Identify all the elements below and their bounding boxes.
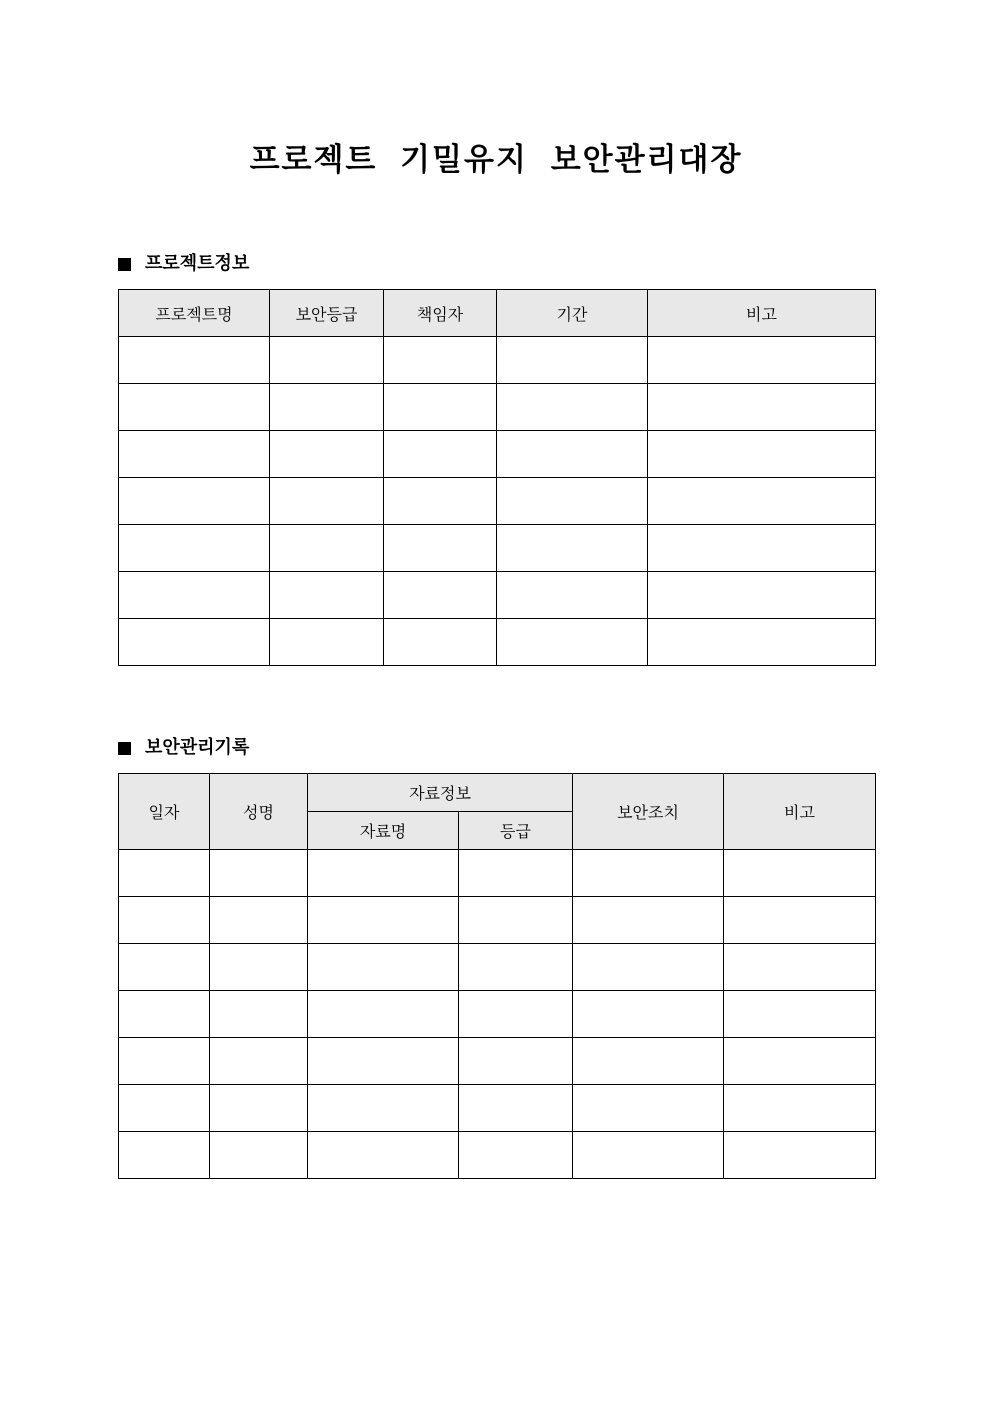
table-cell[interactable] bbox=[119, 431, 270, 478]
header-material-info: 자료정보 bbox=[308, 774, 573, 812]
table-cell[interactable] bbox=[308, 944, 459, 991]
table-cell[interactable] bbox=[497, 525, 648, 572]
header-remarks: 비고 bbox=[724, 774, 876, 850]
project-section-heading bbox=[118, 252, 249, 276]
header-period: 기간 bbox=[497, 290, 648, 337]
table-cell[interactable] bbox=[459, 1132, 573, 1179]
table-cell[interactable] bbox=[384, 337, 497, 384]
table-row bbox=[119, 897, 876, 944]
header-grade: 등급 bbox=[459, 812, 573, 850]
table-cell[interactable] bbox=[119, 337, 270, 384]
table-cell[interactable] bbox=[119, 1038, 210, 1085]
table-cell[interactable] bbox=[210, 897, 308, 944]
table-cell[interactable] bbox=[573, 1132, 724, 1179]
table-row bbox=[119, 337, 876, 384]
table-cell[interactable] bbox=[210, 991, 308, 1038]
table-cell[interactable] bbox=[119, 478, 270, 525]
table-cell[interactable] bbox=[648, 337, 876, 384]
table-cell[interactable] bbox=[119, 572, 270, 619]
table-cell[interactable] bbox=[573, 1085, 724, 1132]
table-cell[interactable] bbox=[459, 991, 573, 1038]
table-cell[interactable] bbox=[459, 944, 573, 991]
header-project-name: 프로젝트명 bbox=[119, 290, 270, 337]
table-cell[interactable] bbox=[459, 897, 573, 944]
table-cell[interactable] bbox=[270, 572, 384, 619]
table-cell[interactable] bbox=[497, 572, 648, 619]
table-cell[interactable] bbox=[724, 944, 876, 991]
table-cell[interactable] bbox=[384, 384, 497, 431]
table-cell[interactable] bbox=[308, 1038, 459, 1085]
project-info-table bbox=[118, 289, 876, 666]
bullet-square-icon bbox=[118, 258, 131, 271]
table-cell[interactable] bbox=[497, 337, 648, 384]
table-cell[interactable] bbox=[648, 478, 876, 525]
table-row bbox=[119, 431, 876, 478]
table-cell[interactable] bbox=[648, 384, 876, 431]
security-section-heading bbox=[118, 736, 249, 760]
table-cell[interactable] bbox=[384, 572, 497, 619]
table-cell[interactable] bbox=[270, 478, 384, 525]
table-cell[interactable] bbox=[210, 944, 308, 991]
table-cell[interactable] bbox=[459, 1038, 573, 1085]
table-cell[interactable] bbox=[308, 991, 459, 1038]
security-record-table bbox=[118, 773, 876, 1179]
table-cell[interactable] bbox=[119, 991, 210, 1038]
table-cell[interactable] bbox=[724, 991, 876, 1038]
table-cell[interactable] bbox=[270, 619, 384, 666]
table-cell[interactable] bbox=[119, 897, 210, 944]
header-security-action: 보안조치 bbox=[573, 774, 724, 850]
table-cell[interactable] bbox=[573, 897, 724, 944]
table-cell[interactable] bbox=[724, 1085, 876, 1132]
table-row bbox=[119, 944, 876, 991]
table-header-row bbox=[119, 774, 876, 812]
table-cell[interactable] bbox=[210, 1038, 308, 1085]
table-cell[interactable] bbox=[648, 572, 876, 619]
table-cell[interactable] bbox=[724, 1038, 876, 1085]
table-cell[interactable] bbox=[308, 897, 459, 944]
table-cell[interactable] bbox=[308, 850, 459, 897]
header-material-name: 자료명 bbox=[308, 812, 459, 850]
table-cell[interactable] bbox=[648, 431, 876, 478]
table-header-row bbox=[119, 290, 876, 337]
table-cell[interactable] bbox=[270, 384, 384, 431]
table-cell[interactable] bbox=[210, 1132, 308, 1179]
table-cell[interactable] bbox=[308, 1085, 459, 1132]
table-cell[interactable] bbox=[119, 944, 210, 991]
table-row bbox=[119, 991, 876, 1038]
table-row bbox=[119, 384, 876, 431]
table-cell[interactable] bbox=[384, 478, 497, 525]
table-cell[interactable] bbox=[384, 619, 497, 666]
table-row bbox=[119, 572, 876, 619]
header-manager: 책임자 bbox=[384, 290, 497, 337]
table-cell[interactable] bbox=[648, 525, 876, 572]
security-section-label: 보안관리기록 bbox=[145, 737, 250, 758]
header-date: 일자 bbox=[119, 774, 210, 850]
table-cell[interactable] bbox=[384, 525, 497, 572]
table-cell[interactable] bbox=[573, 991, 724, 1038]
table-row bbox=[119, 478, 876, 525]
table-cell[interactable] bbox=[210, 1085, 308, 1132]
table-row bbox=[119, 1038, 876, 1085]
table-cell[interactable] bbox=[497, 478, 648, 525]
table-cell[interactable] bbox=[270, 525, 384, 572]
table-row bbox=[119, 525, 876, 572]
table-cell[interactable] bbox=[270, 337, 384, 384]
table-row bbox=[119, 619, 876, 666]
table-cell[interactable] bbox=[119, 1132, 210, 1179]
table-cell[interactable] bbox=[119, 384, 270, 431]
table-cell[interactable] bbox=[459, 850, 573, 897]
header-security-grade: 보안등급 bbox=[270, 290, 384, 337]
table-cell[interactable] bbox=[573, 944, 724, 991]
table-cell[interactable] bbox=[308, 1132, 459, 1179]
table-cell[interactable] bbox=[573, 1038, 724, 1085]
table-cell[interactable] bbox=[724, 897, 876, 944]
table-cell[interactable] bbox=[497, 619, 648, 666]
bullet-square-icon bbox=[118, 742, 131, 755]
table-row bbox=[119, 850, 876, 897]
table-cell[interactable] bbox=[497, 431, 648, 478]
table-cell[interactable] bbox=[724, 1132, 876, 1179]
table-cell[interactable] bbox=[119, 850, 210, 897]
table-row bbox=[119, 1085, 876, 1132]
table-cell[interactable] bbox=[119, 619, 270, 666]
table-cell[interactable] bbox=[270, 431, 384, 478]
table-row bbox=[119, 1132, 876, 1179]
table-cell[interactable] bbox=[724, 850, 876, 897]
table-cell[interactable] bbox=[459, 1085, 573, 1132]
table-cell[interactable] bbox=[573, 850, 724, 897]
table-cell[interactable] bbox=[119, 525, 270, 572]
header-name: 성명 bbox=[210, 774, 308, 850]
header-remarks: 비고 bbox=[648, 290, 876, 337]
table-cell[interactable] bbox=[119, 1085, 210, 1132]
table-cell[interactable] bbox=[384, 431, 497, 478]
document-title: 프로젝트 기밀유지 보안관리대장 bbox=[249, 142, 743, 178]
table-cell[interactable] bbox=[497, 384, 648, 431]
table-cell[interactable] bbox=[648, 619, 876, 666]
project-section-label: 프로젝트정보 bbox=[145, 253, 250, 274]
table-cell[interactable] bbox=[210, 850, 308, 897]
